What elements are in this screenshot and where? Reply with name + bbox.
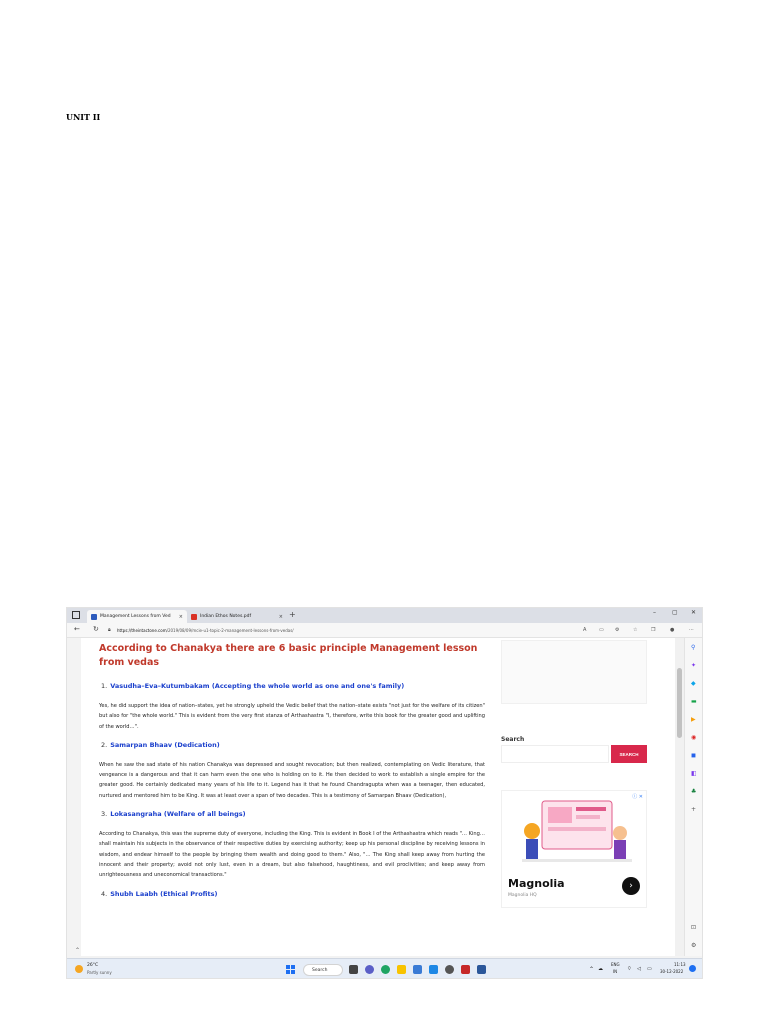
store-icon[interactable] [413, 965, 422, 974]
chevron-right-icon[interactable]: › [622, 877, 640, 895]
close-tab-icon[interactable]: × [278, 613, 283, 620]
wifi-icon[interactable]: ⌔ [627, 966, 632, 972]
cloud-icon[interactable]: ☁ [598, 966, 603, 972]
section-heading-3[interactable]: 3. Lokasangraha (Welfare of all beings) [101, 810, 246, 819]
site-favicon-icon [91, 614, 97, 620]
search-button[interactable]: SEARCH [611, 745, 647, 763]
lock-icon: 🔒︎ [108, 627, 111, 633]
section-text-1: Yes, he did support the idea of nation–states, yet he strongly upheld the Vedic belief that the nation–state exists "not just for the welfare of its citizen" but also for "the whole world." This is evident from the very first stanza of Arthashastra "I, therefore, write this book for the greater good and uplifting of the world…". [99, 703, 485, 730]
ad-subtitle: Magnolia HQ [508, 893, 537, 898]
temperature: 26°C [87, 963, 99, 968]
media-icon[interactable] [445, 965, 454, 974]
tab-label: Management Lessons from Ved [100, 614, 171, 619]
add-icon[interactable]: + [691, 806, 697, 813]
ad-choices-icon[interactable]: ⓘ ✕ [632, 794, 643, 800]
battery-icon[interactable]: ▭ [647, 966, 652, 972]
shopping-icon[interactable]: ◆ [691, 680, 696, 687]
chevron-up-icon[interactable]: ⌃ [75, 947, 81, 954]
weather-icon[interactable] [75, 965, 83, 973]
outlook-icon[interactable]: ◼ [691, 752, 696, 759]
url-host: https://theintactone.com [117, 628, 167, 633]
reader-view-icon[interactable]: ▭ [599, 627, 604, 633]
word-icon[interactable] [477, 965, 486, 974]
language-bottom[interactable]: IN [613, 969, 618, 974]
url-path: /2019/08/09/mcie-u1-topic-2-management-lessons-from-vedas/ [166, 628, 294, 633]
unit-heading: UNIT II [66, 112, 101, 122]
new-tab-icon[interactable]: + [289, 610, 296, 619]
profile-icon[interactable]: ● [670, 627, 675, 633]
task-view-icon[interactable] [349, 965, 358, 974]
volume-icon[interactable]: ◁ [637, 966, 641, 972]
notification-icon[interactable] [689, 965, 696, 972]
edge-sidebar [684, 638, 703, 956]
chevron-up-tray-icon[interactable]: ⌃ [589, 966, 595, 973]
favorites-icon[interactable]: ☆ [633, 627, 638, 633]
split-screen-icon[interactable]: ⊡ [691, 924, 697, 931]
back-icon[interactable]: ← [74, 625, 80, 633]
copilot-icon[interactable]: ✦ [691, 662, 697, 669]
taskbar-search-label: Search [312, 967, 328, 973]
article [99, 642, 485, 898]
close-window-icon[interactable]: ✕ [691, 609, 697, 616]
chat-icon[interactable] [365, 965, 374, 974]
clock-date[interactable]: 30-12-2022 [660, 969, 684, 974]
section-heading-4[interactable]: 4. Shubh Laabh (Ethical Profits) [101, 889, 218, 898]
close-tab-icon[interactable]: × [178, 613, 183, 620]
article-title: According to Chanakya there are 6 basic principle Management lesson from vedas [99, 643, 478, 668]
collections-icon[interactable]: ❐ [651, 627, 656, 633]
settings-icon[interactable]: ⚙ [691, 942, 697, 949]
maximize-icon[interactable]: ▢ [672, 609, 678, 616]
refresh-icon[interactable]: ↻ [93, 625, 99, 633]
embedded-browser-screenshot [66, 607, 703, 979]
tab-bar [67, 608, 703, 623]
url-field[interactable] [117, 628, 294, 633]
advertisement[interactable] [501, 790, 647, 908]
language-top[interactable]: ENG [611, 962, 620, 967]
windows-start-icon[interactable] [286, 965, 295, 974]
designer-icon[interactable]: ◧ [691, 770, 697, 777]
read-aloud-icon[interactable]: A [583, 627, 587, 633]
taskbar-search[interactable] [303, 964, 343, 976]
tab-indian-ethos-pdf[interactable] [187, 610, 287, 623]
app-icon[interactable] [429, 965, 438, 974]
web-content [81, 638, 675, 956]
tab-label: Indian Ethos Notes.pdf [200, 614, 252, 619]
search-label: Search [501, 736, 525, 743]
ad-illustration [502, 791, 648, 871]
scrollbar[interactable] [675, 638, 684, 956]
edge-icon[interactable] [381, 965, 390, 974]
games-icon[interactable]: ▶ [691, 716, 696, 723]
address-bar [67, 623, 703, 638]
pdf-favicon-icon [191, 614, 197, 620]
tree-icon[interactable]: ♣ [691, 788, 697, 795]
search-icon[interactable]: ⚲ [691, 644, 696, 651]
section-text-2: When he saw the sad state of his nation Chanakya was depressed and sought revocation; but then realized, contemplating on Vedic literature, that vengeance is a dangerous and that it can harm even the one who is holding on to it. He then decided to work to establish a single empire for the greater good. He certainly dedicated many years of his life to it. Legend has it that he found Chandragupta when was a teenager, then educated, nurtured and mentored him to be King. It was at least over a span of two decades. This is a testimony of Samarpan Bhaav (Dedication), [99, 761, 485, 799]
section-heading-2[interactable]: 2. Samarpan Bhaav (Dedication) [101, 740, 220, 749]
ad-brand: Magnolia [508, 877, 565, 890]
section-heading-1[interactable]: 1. Vasudha–Eva–Kutumbakam (Accepting the whole world as one and one's family) [101, 682, 405, 690]
sidebar-placeholder-box [501, 640, 647, 704]
office-icon[interactable]: ◉ [691, 734, 697, 741]
tab-management-lessons[interactable] [87, 610, 187, 623]
extensions-icon[interactable]: ⚙ [615, 627, 620, 633]
search-input[interactable] [501, 745, 609, 763]
tools-icon[interactable]: ▬ [691, 698, 697, 705]
minimize-icon[interactable]: – [653, 609, 656, 616]
taskbar [67, 958, 703, 979]
clock-time[interactable]: 11:13 [674, 962, 686, 967]
more-options-icon[interactable]: ··· [689, 627, 694, 633]
mcafee-icon[interactable] [461, 965, 470, 974]
file-explorer-icon[interactable] [397, 965, 406, 974]
scrollbar-thumb[interactable] [677, 668, 682, 738]
weather-desc: Partly sunny [87, 970, 112, 975]
window-menu-icon[interactable] [72, 611, 80, 619]
section-text-3: According to Chanakya, this was the supreme duty of everyone, including the King. This is evident in Book I of the Arthashastra which reads "… King… shall maintain his subjects in the observance of their respective duties by exercising authority; keep up his personal discipline by receiving lessons in wisdom, and endear himself to the people by bringing them wealth and doing good to them." Also, "… The King shall keep away from hurting the innocent and their property; avoid not only lust, even in a dream, but also falsehood, haughtiness, and evil proclivities; and keep away from unrighteousness and uneconomical transactions." [99, 831, 485, 879]
